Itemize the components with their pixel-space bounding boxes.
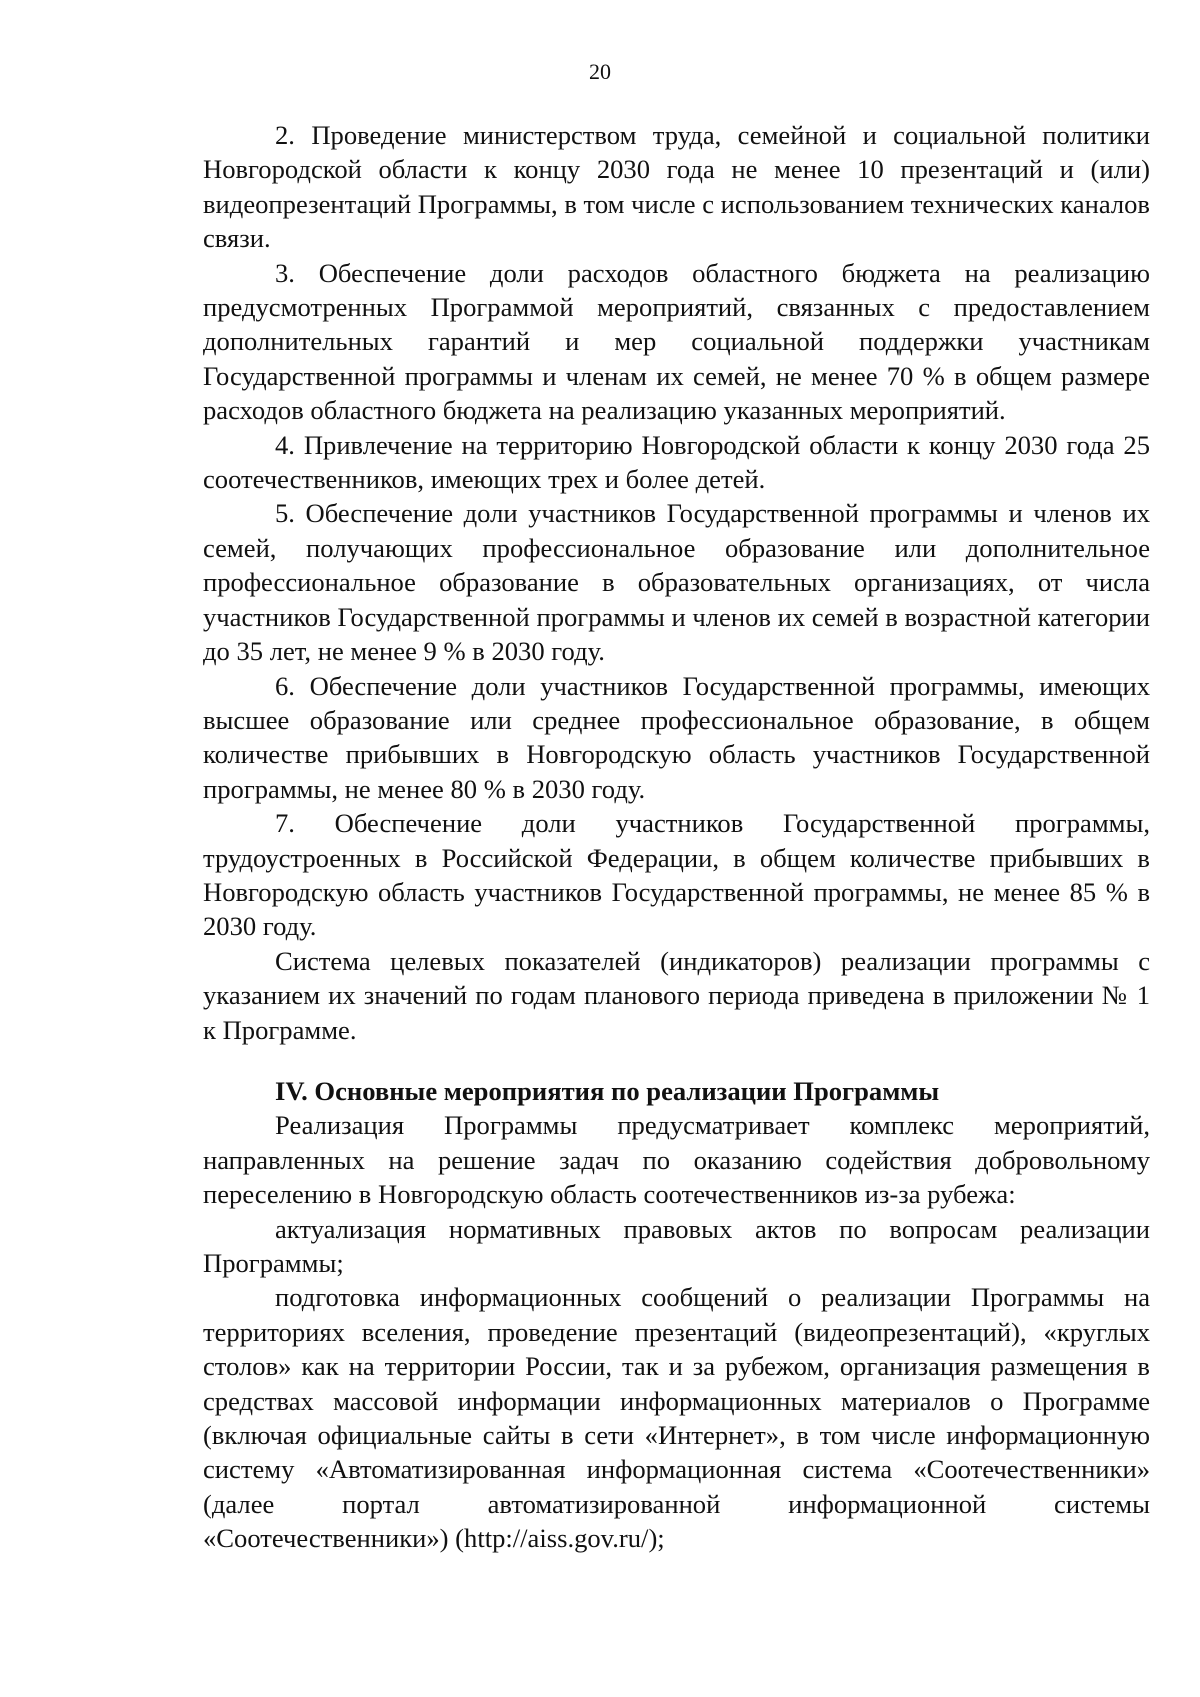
paragraph-legal-acts: актуализация нормативных правовых актов по вопросам реализации Программы; — [203, 1213, 1150, 1278]
paragraph-item-6: 6. Обеспечение доли участников Государственной программы, имеющих высшее образование или среднее профессиональное образование, в общем количестве прибывших в Новгородскую область участников Государственной программы, не менее 80 % в 2030 году. — [203, 670, 1150, 804]
paragraph-indicators-system: Система целевых показателей (индикаторов) реализации программы с указанием их значений по годам планового периода приведена в приложении № 1 к Программе. — [203, 945, 1150, 1045]
section-heading: IV. Основные мероприятия по реализации Программы — [275, 1075, 940, 1106]
paragraph-item-3: 3. Обеспечение доли расходов областного бюджета на реализацию предусмотренных Программой мероприятий, связанных с предоставлением дополнительных гарантий и мер социальной поддержки участникам Государственной программы и членам их семей, не менее 70 % в общем размере расходов областного бюджета на реализацию указанных мероприятий. — [203, 257, 1150, 426]
paragraph-item-5: 5. Обеспечение доли участников Государственной программы и членов их семей, получающих профессиональное образование или дополнительное профессиональное образование в образовательных организациях, от числа участников Государственной программы и членов их семей в возрастной категории до 35 лет, не менее 9 % в 2030 году. — [203, 498, 1150, 667]
paragraph-item-7: 7. Обеспечение доли участников Государственной программы, трудоустроенных в Российской Федерации, в общем количестве прибывших в Новгородскую область участников Государственной программы, не менее 85 % в 2030 году. — [203, 808, 1150, 942]
paragraph-item-2: 2. Проведение министерством труда, семейной и социальной политики Новгородской области к концу 2030 года не менее 10 презентаций и (или) видеопрезентаций Программы, в том числе с использованием технических каналов связи. — [203, 120, 1150, 254]
paragraph-information-messages: подготовка информационных сообщений о реализации Программы на территориях вселения, проведение презентаций (видеопрезентаций), «круглых столов» как на территории России, так и за рубежом, организация размещения в средствах массовой информации информационных материалов о Программе (включая официальные сайты в сети «Интернет», в том числе информационную систему «Автоматизированная информационная система «Соотечественники» (далее портал автоматизированной информационной системы «Соотечественники») (http://aiss.gov.ru/); — [203, 1282, 1150, 1554]
page-number: 20 — [589, 59, 611, 84]
paragraph-item-4: 4. Привлечение на территорию Новгородской области к концу 2030 года 25 соотечественников, имеющих трех и более детей. — [203, 429, 1150, 495]
document-body — [203, 118, 1150, 1556]
paragraph-program-measures: Реализация Программы предусматривает комплекс мероприятий, направленных на решение задач по оказанию содействия добровольному переселению в Новгородскую область соотечественников из-за рубежа: — [203, 1110, 1150, 1210]
